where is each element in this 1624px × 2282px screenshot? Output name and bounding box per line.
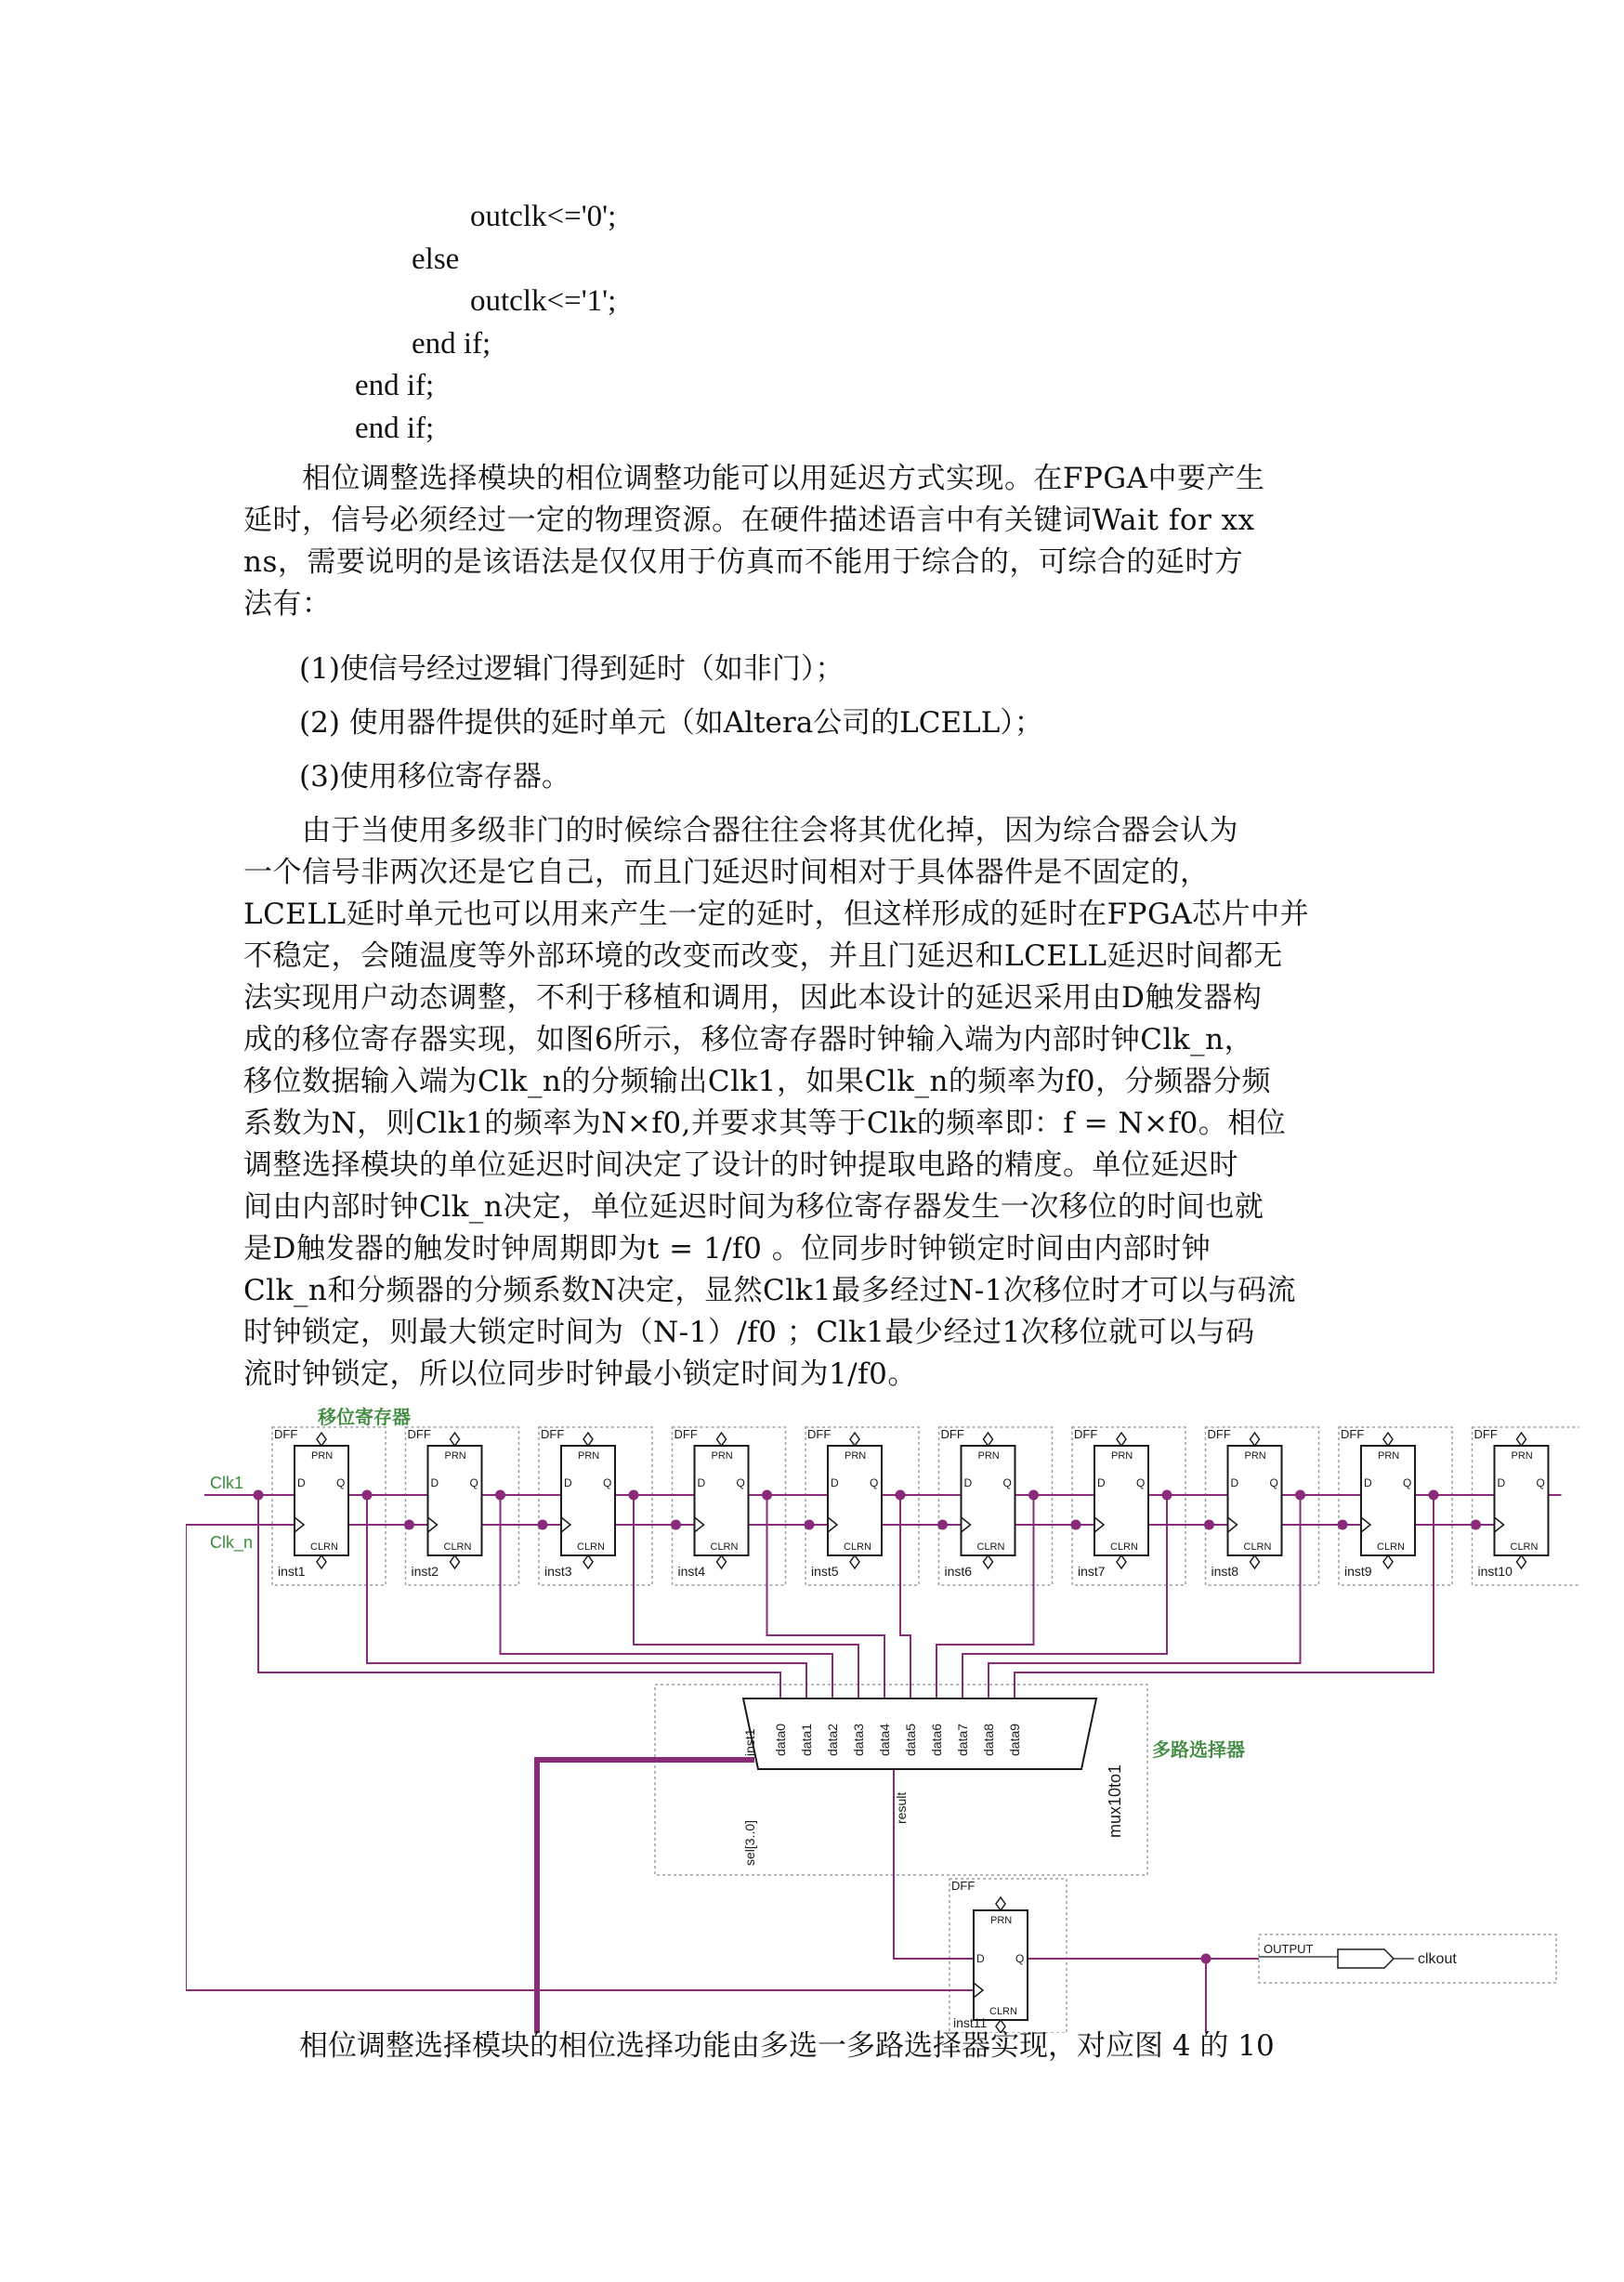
q-pin-label: Q	[1269, 1476, 1278, 1489]
prn-pin-icon	[583, 1433, 593, 1446]
prn-pin-label: PRN	[977, 1450, 1000, 1462]
prn-pin-icon	[850, 1433, 859, 1446]
mux-data-label: data4	[877, 1723, 892, 1756]
code-line: else	[412, 242, 460, 276]
text-line: 相位调整选择模块的相位调整功能可以用延迟方式实现。在FPGA中要产生	[243, 462, 1265, 495]
dff-type-label: DFF	[1473, 1427, 1498, 1441]
text-line: ns，需要说明的是该语法是仅仅用于仿真而不能用于综合的，可综合的延时方	[243, 545, 1244, 579]
output-port-label: OUTPUT	[1264, 1942, 1314, 1956]
dff-body	[1361, 1446, 1415, 1555]
prn-pin-icon	[717, 1433, 727, 1446]
clrn-pin-icon	[1517, 1555, 1526, 1568]
dff-type-label: DFF	[407, 1427, 431, 1441]
code-line: outclk<='1';	[470, 284, 617, 318]
mux-body	[743, 1698, 1096, 1769]
mux-data-label: data5	[903, 1723, 918, 1756]
mux-data-label: data2	[825, 1723, 840, 1756]
code-line: end if;	[355, 369, 435, 402]
out-q-pin-label: Q	[1015, 1952, 1025, 1965]
dff-body	[428, 1446, 482, 1555]
list-item-2: (2) 使用器件提供的延时单元（如Altera公司的LCELL）；	[299, 706, 1043, 740]
prn-pin-label: PRN	[1511, 1450, 1533, 1462]
mux-name-label: mux10to1	[1106, 1764, 1124, 1838]
input-clk1-label: Clk1	[210, 1474, 244, 1492]
q-pin-label: Q	[603, 1476, 612, 1489]
dff-type-label: DFF	[674, 1427, 698, 1441]
clrn-pin-label: CLRN	[577, 1541, 605, 1553]
clrn-pin-icon	[317, 1555, 326, 1568]
clrn-pin-label: CLRN	[710, 1541, 739, 1553]
clrn-pin-icon	[850, 1555, 859, 1568]
d-pin-label: D	[430, 1476, 439, 1489]
prn-pin-icon	[1117, 1433, 1126, 1446]
q-pin-label: Q	[1536, 1476, 1545, 1489]
clrn-pin-label: CLRN	[1243, 1541, 1272, 1553]
tail-text-line: 相位调整选择模块的相位选择功能由多选一多路选择器实现，对应图 4 的 10	[299, 2029, 1275, 2063]
text-line: 是D触发器的触发时钟周期即为t = 1/f0 。位同步时钟锁定时间由内部时钟	[243, 1232, 1211, 1266]
dff-instance-label: inst7	[1078, 1564, 1106, 1579]
clrn-pin-icon	[1251, 1555, 1260, 1568]
dff-instance-label: inst9	[1344, 1564, 1372, 1579]
dff-instance-label: inst6	[944, 1564, 973, 1579]
clrn-pin-icon	[1383, 1555, 1393, 1568]
d-pin-label: D	[297, 1476, 306, 1489]
dff-body	[561, 1446, 615, 1555]
code-line: end if;	[412, 326, 491, 361]
dff-type-label: DFF	[274, 1427, 298, 1441]
out-dff-type-label: DFF	[951, 1879, 976, 1893]
clrn-pin-icon	[451, 1555, 460, 1568]
prn-pin-icon	[451, 1433, 460, 1446]
mux-data-label: data0	[773, 1723, 788, 1756]
prn-pin-icon	[1251, 1433, 1260, 1446]
dff-instance-label: inst5	[811, 1564, 839, 1579]
text-line: 成的移位寄存器实现，如图6所示，移位寄存器时钟输入端为内部时钟Clk_n，	[243, 1023, 1254, 1056]
paragraph-delay-methods	[243, 458, 1368, 625]
prn-pin-label: PRN	[845, 1450, 867, 1462]
dff-body	[1094, 1446, 1148, 1555]
text-line: 移位数据输入端为Clk_n的分频输出Clk1，如果Clk_n的频率为f0，分频器分频	[243, 1065, 1272, 1098]
circuit-diagram	[186, 1401, 1579, 2033]
out-clrn-pin-label: CLRN	[989, 2006, 1017, 2017]
dff-type-label: DFF	[1207, 1427, 1231, 1441]
text-line: Clk_n和分频器的分频系数N决定，显然Clk1最多经过N-1次移位时才可以与码流	[243, 1274, 1296, 1307]
prn-pin-icon	[1517, 1433, 1526, 1446]
shift-register-label: 移位寄存器	[318, 1408, 411, 1428]
text-line: 间由内部时钟Clk_n决定，单位延迟时间为移位寄存器发生一次移位的时间也就	[243, 1190, 1264, 1224]
clrn-pin-label: CLRN	[443, 1541, 472, 1553]
mux-group-label: 多路选择器	[1152, 1740, 1245, 1761]
mux-sel-label: sel[3..0]	[742, 1819, 757, 1866]
d-pin-label: D	[963, 1476, 973, 1489]
dff-body	[295, 1446, 348, 1555]
q-pin-label: Q	[1002, 1476, 1012, 1489]
text-line: 延时，信号必须经过一定的物理资源。在硬件描述语言中有关键词Wait for xx	[243, 504, 1255, 537]
prn-pin-label: PRN	[578, 1450, 600, 1462]
clrn-pin-label: CLRN	[844, 1541, 871, 1553]
clrn-pin-label: CLRN	[1510, 1541, 1539, 1553]
dff-body	[828, 1446, 882, 1555]
dff-instance-label: inst10	[1477, 1564, 1513, 1579]
prn-pin-icon	[317, 1433, 326, 1446]
dff-body	[962, 1446, 1015, 1555]
q-pin-label: Q	[870, 1476, 879, 1489]
mux-instance-label: inst1	[742, 1728, 757, 1756]
prn-pin-label: PRN	[711, 1450, 733, 1462]
clrn-pin-icon	[583, 1555, 593, 1568]
dff-body	[1228, 1446, 1282, 1555]
out-dff-body	[974, 1910, 1028, 2020]
dff-type-label: DFF	[1074, 1427, 1098, 1441]
out-prn-pin-icon	[996, 1897, 1005, 1910]
mux-result-label: result	[894, 1791, 909, 1824]
q-pin-label: Q	[469, 1476, 478, 1489]
dff-body	[1495, 1446, 1549, 1555]
text-line: 法实现用户动态调整，不利于移植和调用，因此本设计的延迟采用由D触发器构	[243, 981, 1263, 1015]
mux-data-label: data3	[851, 1723, 866, 1756]
out-d-pin-label: D	[976, 1952, 985, 1965]
d-pin-label: D	[697, 1476, 706, 1489]
text-line: 不稳定，会随温度等外部环境的改变而改变，并且门延迟和LCELL延迟时间都无	[243, 939, 1283, 973]
mux-data-label: data9	[1007, 1723, 1022, 1756]
dff-instance-label: inst2	[411, 1564, 439, 1579]
clrn-pin-icon	[1117, 1555, 1126, 1568]
d-pin-label: D	[564, 1476, 572, 1489]
text-line: 系数为N，则Clk1的频率为N×f0,并要求其等于Clk的频率即：f = N×f0。相位	[243, 1107, 1287, 1140]
dff-instance-label: inst8	[1211, 1564, 1239, 1579]
output-name-label: clkout	[1418, 1951, 1457, 1967]
dff-instance-label: inst1	[278, 1564, 306, 1579]
q-pin-label: Q	[736, 1476, 745, 1489]
text-line: 由于当使用多级非门的时候综合器往往会将其优化掉，因为综合器会认为	[243, 814, 1238, 847]
prn-pin-icon	[984, 1433, 993, 1446]
prn-pin-label: PRN	[444, 1450, 466, 1462]
clrn-pin-label: CLRN	[976, 1541, 1005, 1553]
input-clkn-label: Clk_n	[210, 1533, 254, 1552]
prn-pin-label: PRN	[1111, 1450, 1133, 1462]
q-pin-label: Q	[1136, 1476, 1146, 1489]
output-port-icon	[1338, 1949, 1394, 1968]
mux-data-label: data8	[981, 1723, 996, 1756]
prn-pin-label: PRN	[1244, 1450, 1266, 1462]
dff-instance-label: inst4	[677, 1564, 706, 1579]
paragraph-shift-register	[243, 810, 1368, 1396]
dff-type-label: DFF	[807, 1427, 832, 1441]
clrn-pin-label: CLRN	[1377, 1541, 1405, 1553]
d-pin-label: D	[831, 1476, 839, 1489]
q-pin-label: Q	[336, 1476, 346, 1489]
d-pin-label: D	[1097, 1476, 1106, 1489]
code-line: outclk<='0';	[470, 200, 617, 233]
d-pin-label: D	[1230, 1476, 1239, 1489]
text-line: 调整选择模块的单位延迟时间决定了设计的时钟提取电路的精度。单位延迟时	[243, 1148, 1238, 1182]
mux-data-label: data7	[955, 1723, 970, 1756]
dff-type-label: DFF	[541, 1427, 565, 1441]
mux-data-label: data6	[929, 1723, 944, 1756]
clrn-pin-label: CLRN	[1110, 1541, 1138, 1553]
text-line: 法有：	[243, 587, 332, 621]
text-line: 时钟锁定，则最大锁定时间为（N-1）/f0 ；Clk1最少经过1次移位就可以与码	[243, 1316, 1255, 1349]
dff-body	[695, 1446, 749, 1555]
text-line: 流时钟锁定，所以位同步时钟最小锁定时间为1/f0。	[243, 1357, 917, 1391]
dff-instance-label: inst3	[544, 1564, 572, 1579]
text-line: 一个信号非两次还是它自己，而且门延迟时间相对于具体器件是不固定的，	[243, 856, 1210, 889]
code-line: end if;	[355, 411, 435, 445]
prn-pin-label: PRN	[1378, 1450, 1400, 1462]
d-pin-label: D	[1497, 1476, 1506, 1489]
out-prn-pin-label: PRN	[990, 1915, 1013, 1926]
list-item-3: (3)使用移位寄存器。	[299, 760, 570, 793]
out-dff-instance-label: inst11	[953, 2015, 988, 2030]
list-item-1: (1)使信号经过逻辑门得到延时（如非门）；	[299, 652, 845, 686]
prn-pin-label: PRN	[311, 1450, 334, 1462]
text-line: LCELL延时单元也可以用来产生一定的延时，但这样形成的延时在FPGA芯片中并	[243, 898, 1310, 931]
clrn-pin-icon	[717, 1555, 727, 1568]
sel-bus-wire	[537, 1760, 754, 2033]
dff-type-label: DFF	[1341, 1427, 1365, 1441]
q-pin-label: Q	[1403, 1476, 1412, 1489]
prn-pin-icon	[1383, 1433, 1393, 1446]
d-pin-label: D	[1364, 1476, 1372, 1489]
mux-data-label: data1	[799, 1723, 814, 1756]
clrn-pin-icon	[984, 1555, 993, 1568]
dff-type-label: DFF	[940, 1427, 964, 1441]
clrn-pin-label: CLRN	[310, 1541, 338, 1553]
